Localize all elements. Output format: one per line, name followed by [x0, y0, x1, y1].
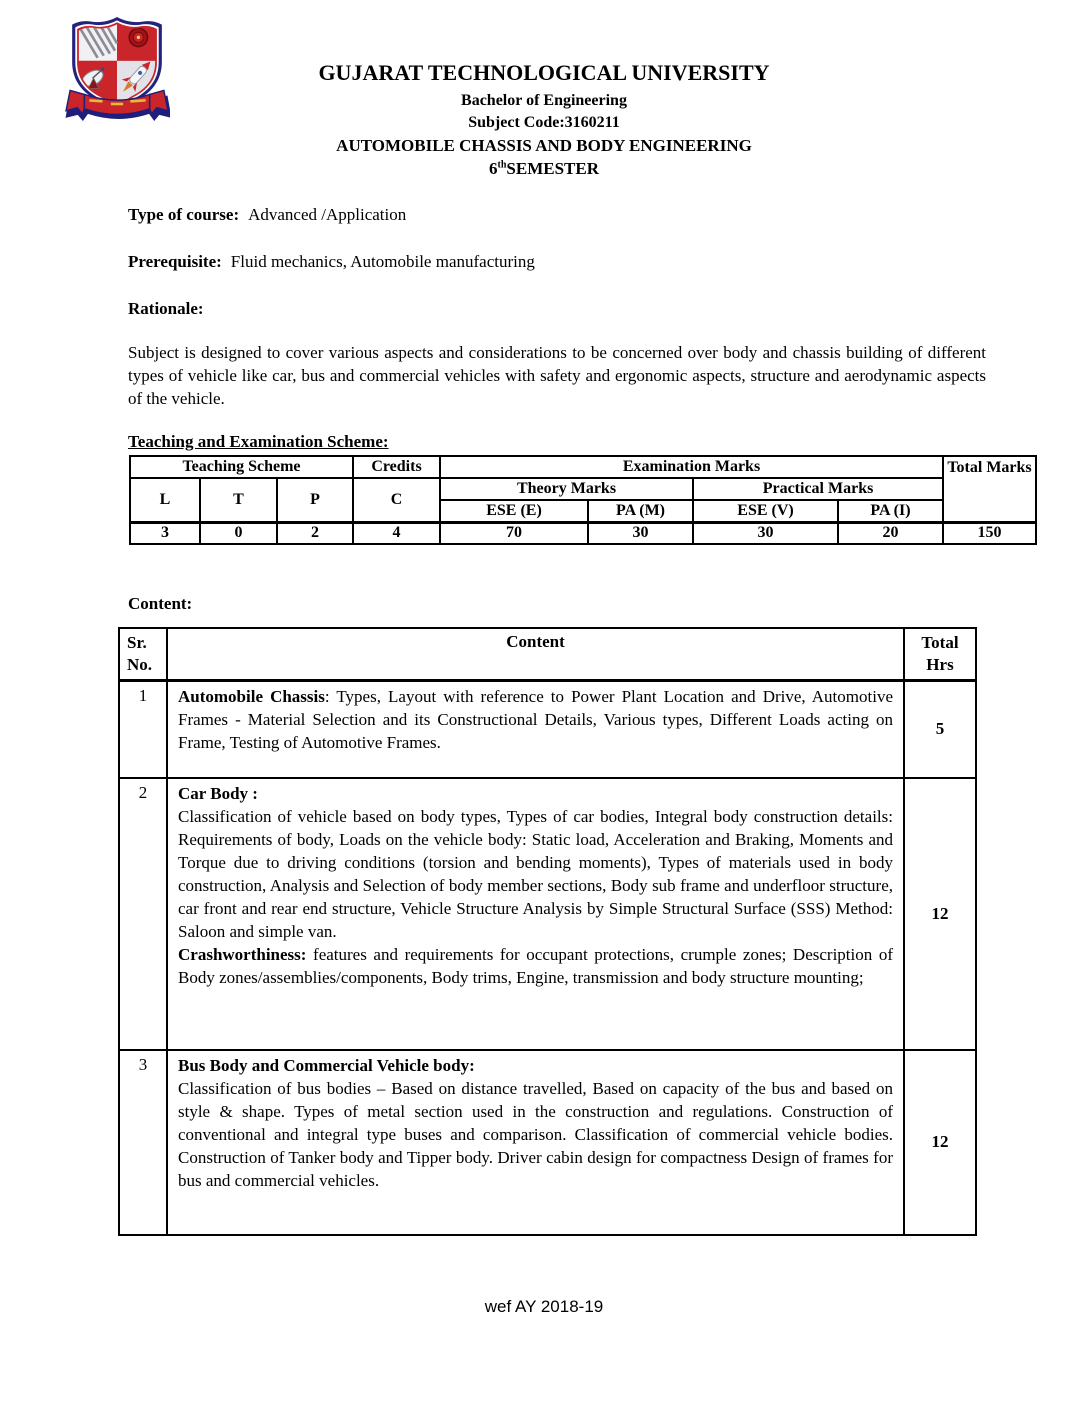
footer-wef-note: wef AY 2018-19	[484, 1297, 604, 1316]
content-header-row	[119, 628, 976, 681]
value-pa-i: 20	[838, 522, 943, 544]
value-ese-e: 70	[440, 522, 588, 544]
row-3-paragraph: Classification of bus bodies – Based on distance travelled, Based on capacity of the bus and based on style & shape. Types of metal section used in the construction and regulations. Construction of conventional and integral type buses and comparison. Classification of commercial vehicle bodies. Construction of Tanker body and Tipper body. Driver cabin design for compactness Design of frames for bus and commercial vehicles.	[178, 1078, 893, 1190]
row-2-crashworthiness-body: features and requirements for occupant protections, crumple zones; Description of Body zones/assemblies/components, Body trims, Engine, transmission and body structure mounting;	[178, 944, 893, 987]
scheme-values-row	[130, 522, 1036, 544]
col-header-t: T	[200, 478, 277, 522]
type-of-course-value: Advanced /Application	[248, 205, 407, 224]
row-1-hours: 5	[904, 681, 976, 778]
row-2-crashworthiness-lead: Crashworthiness:	[178, 944, 307, 964]
rationale-paragraph: Subject is designed to cover various aspects and considerations to be concerned over body and chassis building of different types of vehicle like car, bus and commercial vehicles with safety and ergonomic aspects, structure and aerodynamic aspects of the vehicle.	[128, 343, 986, 408]
col-header-p: P	[277, 478, 353, 522]
col-header-pa-i: PA (I)	[838, 500, 943, 522]
semester-word: SEMESTER	[506, 159, 599, 178]
content-table	[118, 627, 977, 1236]
row-2-sr: 2	[119, 778, 167, 1050]
type-of-course-label: Type of course:	[128, 205, 240, 224]
examination-marks-header: Examination Marks	[440, 456, 943, 478]
semester-ordinal: th	[497, 159, 507, 171]
col-header-pa-m: PA (M)	[588, 500, 693, 522]
university-title: GUJARAT TECHNOLOGICAL UNIVERSITY	[318, 60, 770, 85]
prerequisite-line	[128, 252, 535, 272]
value-l: 3	[130, 522, 200, 544]
row-2-paragraph-1: Classification of vehicle based on body types, Types of car bodies, Integral body construction details: Requirements of body, Loads on the vehicle body: Static load, Acceleration and Braking, Moments and Torque due to driving conditions (torsion and bending moments), Types of materials used in body construction, Analysis and Selection of body member sections, Body sub frame and underfloor structure, car front and rear end structure, Vehicle Structure Analysis by Simple Structural Surface (SSS) Method: Saloon and simple van.	[178, 806, 893, 941]
col-header-l: L	[130, 478, 200, 522]
content-row-1	[119, 681, 976, 778]
value-c: 4	[353, 522, 440, 544]
row-3-hours: 12	[904, 1050, 976, 1235]
prerequisite-label: Prerequisite:	[128, 252, 222, 271]
credits-header: Credits	[353, 456, 440, 478]
row-1-sr: 1	[119, 681, 167, 778]
col-header-ese-e: ESE (E)	[440, 500, 588, 522]
row-3-content	[167, 1050, 904, 1235]
practical-marks-header: Practical Marks	[693, 478, 943, 500]
subject-code-line: Subject Code:3160211	[468, 114, 620, 131]
teaching-examination-scheme-table	[129, 455, 1037, 545]
type-of-course-line	[128, 205, 406, 225]
scheme-section-heading: Teaching and Examination Scheme:	[128, 432, 389, 451]
row-1-content	[167, 681, 904, 778]
teaching-scheme-header: Teaching Scheme	[130, 456, 353, 478]
value-p: 2	[277, 522, 353, 544]
sr-no-column-header: Sr. No.	[119, 628, 167, 681]
degree-line: Bachelor of Engineering	[461, 92, 627, 109]
theory-marks-header: Theory Marks	[440, 478, 693, 500]
row-3-topic-title: Bus Body and Commercial Vehicle body:	[178, 1055, 475, 1075]
semester-line	[0, 159, 1088, 179]
rationale-heading: Rationale:	[128, 299, 204, 318]
value-t: 0	[200, 522, 277, 544]
row-2-paragraph-2	[178, 943, 893, 989]
semester-number: 6	[489, 159, 498, 178]
row-3-sr: 3	[119, 1050, 167, 1235]
scheme-header-row-2	[130, 478, 1036, 500]
row-2-content	[167, 778, 904, 1050]
content-row-3	[119, 1050, 976, 1235]
value-ese-v: 30	[693, 522, 838, 544]
course-title-line: AUTOMOBILE CHASSIS AND BODY ENGINEERING	[336, 136, 752, 155]
prerequisite-value: Fluid mechanics, Automobile manufacturing	[230, 252, 535, 271]
row-1-text	[178, 685, 893, 754]
scheme-header-row-1	[130, 456, 1036, 478]
content-section-heading: Content:	[128, 594, 193, 613]
value-pa-m: 30	[588, 522, 693, 544]
content-column-header: Content	[167, 628, 904, 681]
value-total-marks: 150	[943, 522, 1036, 544]
content-row-2	[119, 778, 976, 1050]
row-1-body: : Types, Layout with reference to Power Plant Location and Drive, Automotive Frames - Material Selection and its Constructional Details, Various types, Different Loads acting on Frame, Testing of Automotive Frames.	[178, 687, 893, 752]
row-2-topic-title: Car Body :	[178, 783, 258, 803]
total-marks-header: Total Marks	[943, 456, 1036, 522]
col-header-c: C	[353, 478, 440, 522]
row-1-topic-lead: Automobile Chassis	[178, 687, 325, 706]
col-header-ese-v: ESE (V)	[693, 500, 838, 522]
row-2-hours: 12	[904, 778, 976, 1050]
document-header	[0, 60, 1088, 179]
total-hrs-column-header: Total Hrs	[904, 628, 976, 681]
